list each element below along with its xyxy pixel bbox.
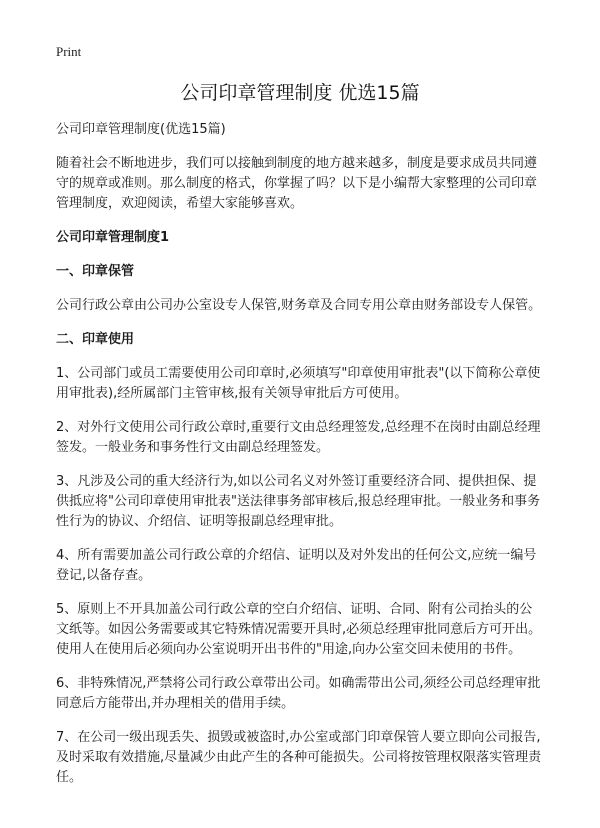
list-item: 1、公司部门或员工需要使用公司印章时,必须填写"印章使用审批表"(以下简称公章使用审批表),经所属部门主管审核,报有关领导审批后方可使用。 (56, 366, 541, 401)
list-item: 3、凡涉及公司的重大经济行为,如以公司名义对外签订重要经济合同、提供担保、提供抵应将"公司印章使用审批表"送法律事务部审核后,报总经理审批。一般业务和事务性行为的协议、介绍信、证明等报副总经理审批。 (56, 474, 541, 529)
list-item: 4、所有需要加盖公司行政公章的介绍信、证明以及对外发出的任何公文,应统一编号登记,以备存查。 (56, 548, 537, 583)
section-title: 公司印章管理制度1 (56, 230, 170, 245)
list-item: 2、对外行文使用公司行政公章时,重要行文由总经理签发,总经理不在岗时由副总经理签发。一般业务和事务性行文由副总经理签发。 (56, 420, 541, 455)
part1-heading: 一、印章保管 (56, 264, 135, 279)
article-subtitle: 公司印章管理制度(优选15篇) (56, 122, 226, 137)
intro-paragraph: 随着社会不断地进步，我们可以接触到制度的地方越来越多，制度是要求成员共同遵守的规章或准则。那么制度的格式，你掌握了吗？以下是小编帮大家整理的公司印章管理制度，欢迎阅读，希望大家能够喜欢。 (56, 156, 538, 211)
part2-heading: 二、印章使用 (56, 332, 135, 347)
print-link[interactable]: Print (56, 44, 82, 59)
list-item: 7、在公司一级出现丢失、损毁或被盗时,办公室或部门印章保管人要立即向公司报告,及时采取有效措施,尽量减少由此产生的各种可能损失。公司将按管理权限落实管理责任。 (56, 730, 542, 785)
part1-paragraph: 公司行政公章由公司办公室设专人保管,财务章及合同专用公章由财务部设专人保管。 (56, 298, 542, 313)
article-body (56, 120, 544, 802)
page-title: 公司印章管理制度 优选15篇 (180, 82, 420, 104)
list-item: 6、非特殊情况,严禁将公司行政公章带出公司。如确需带出公司,须经公司总经理审批同意后方能带出,并办理相关的借用手续。 (56, 676, 541, 711)
list-item: 5、原则上不开具加盖公司行政公章的空白介绍信、证明、合同、附有公司抬头的公文纸等。如因公务需要或其它特殊情况需要开具时,必须总经理审批同意后方可开出。使用人在使用后必须向办公室说明开出书件的"用途,向办公室交回未使用的书件。 (56, 602, 542, 657)
